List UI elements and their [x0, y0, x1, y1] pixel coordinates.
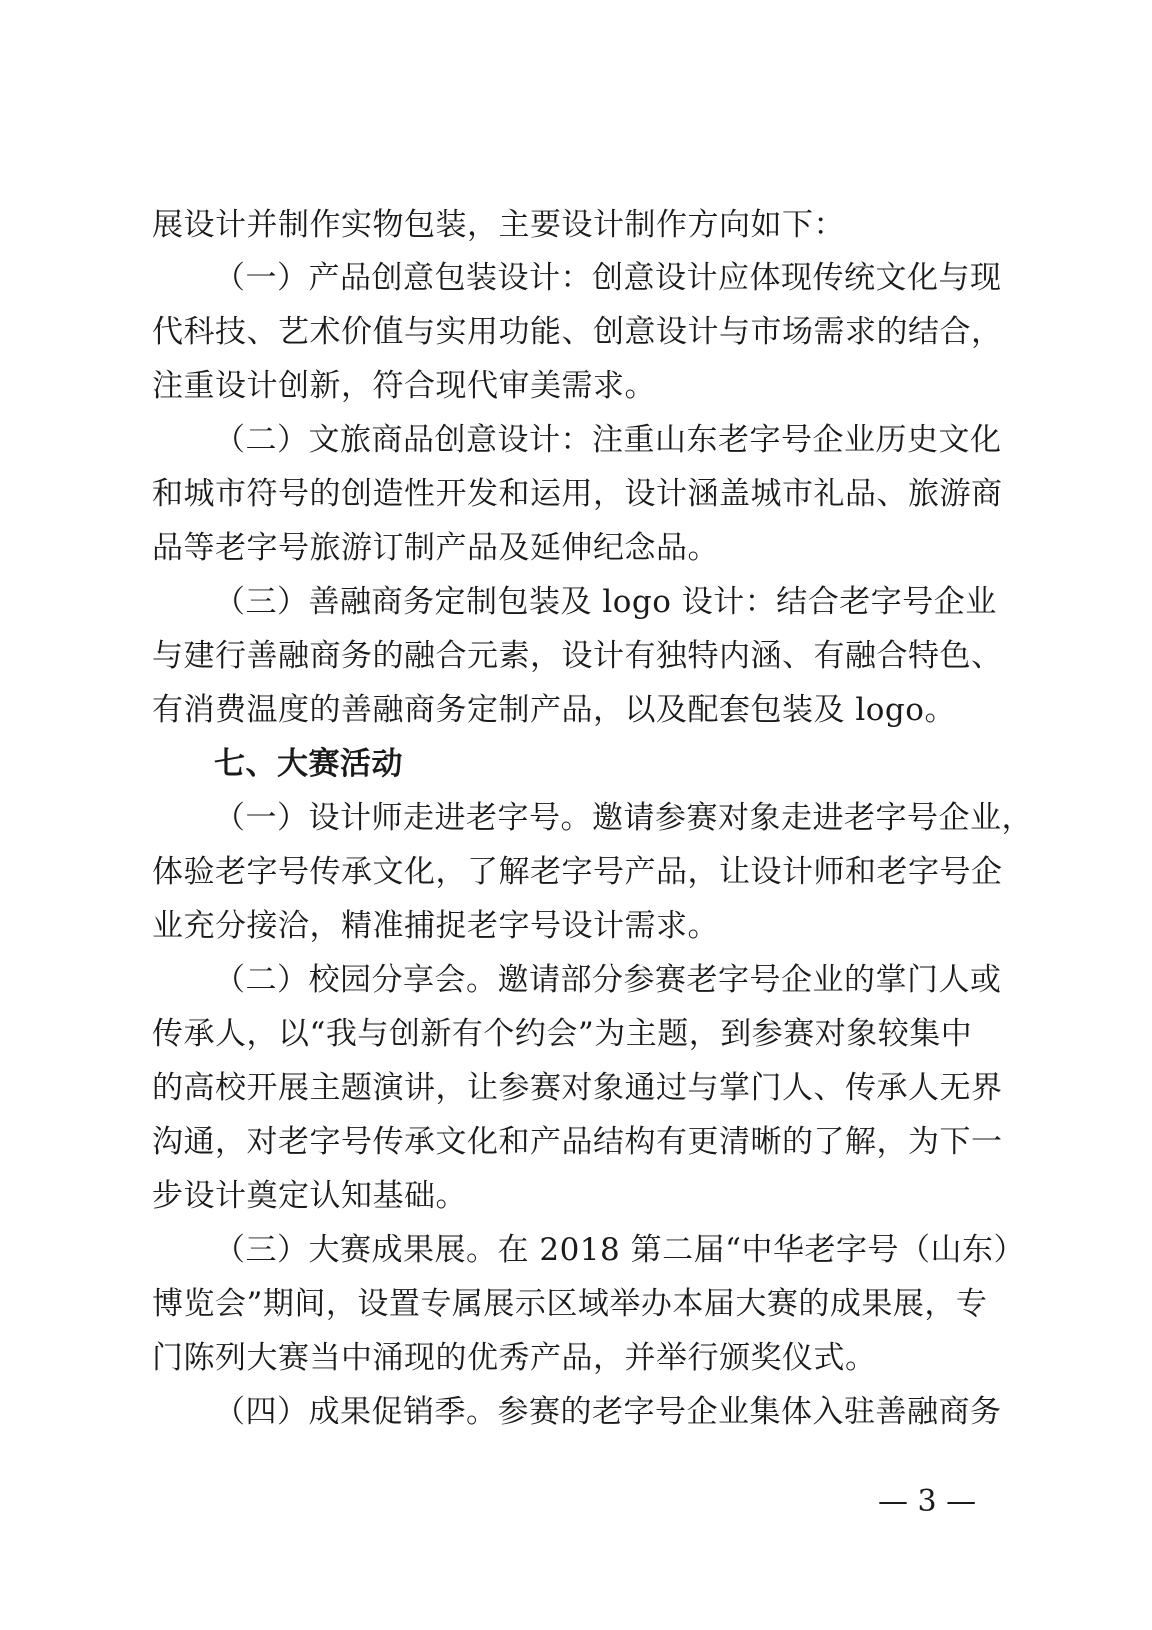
paragraph-line: 有消费温度的善融商务定制产品，以及配套包装及 logo。 — [152, 692, 956, 728]
paragraph-line: 品等老字号旅游订制产品及延伸纪念品。 — [152, 530, 719, 566]
paragraph-line: 代科技、艺术价值与实用功能、创意设计与市场需求的结合， — [152, 314, 1003, 350]
paragraph-line: 与建行善融商务的融合元素，设计有独特内涵、有融合特色、 — [152, 638, 1003, 674]
paragraph-line: 门陈列大赛当中涌现的优秀产品，并举行颁奖仪式。 — [152, 1340, 877, 1376]
paragraph-line: 注重设计创新，符合现代审美需求。 — [152, 368, 656, 404]
paragraph-line: （二）校园分享会。邀请部分参赛老字号企业的掌门人或 — [214, 962, 1002, 998]
paragraph-line: （四）成果促销季。参赛的老字号企业集体入驻善融商务 — [214, 1394, 1002, 1430]
paragraph-line: （三）善融商务定制包装及 logo 设计：结合老字号企业 — [214, 584, 997, 620]
page-number: — 3 — — [878, 1484, 977, 1519]
paragraph-line: （一）产品创意包装设计：创意设计应体现传统文化与现 — [214, 260, 1002, 296]
paragraph-line: 传承人，以“我与创新有个约会”为主题，到参赛对象较集中 — [152, 1016, 973, 1052]
paragraph-line: 和城市符号的创造性开发和运用，设计涵盖城市礼品、旅游商 — [152, 476, 1003, 512]
paragraph-line: 沟通，对老字号传承文化和产品结构有更清晰的了解，为下一 — [152, 1124, 1003, 1160]
section-heading: 七、大赛活动 — [214, 746, 403, 782]
paragraph-line: （二）文旅商品创意设计：注重山东老字号企业历史文化 — [214, 422, 1002, 458]
paragraph-line: 体验老字号传承文化，了解老字号产品，让设计师和老字号企 — [152, 854, 1003, 890]
paragraph-line: 博览会”期间，设置专属展示区域举办本届大赛的成果展，专 — [152, 1286, 988, 1322]
paragraph-line: （一）设计师走进老字号。邀请参赛对象走进老字号企业， — [214, 800, 1033, 836]
paragraph-line: 展设计并制作实物包装，主要设计制作方向如下： — [152, 207, 845, 243]
paragraph-line: 的高校开展主题演讲，让参赛对象通过与掌门人、传承人无界 — [152, 1070, 1003, 1106]
paragraph-line: （三）大赛成果展。在 2018 第二届“中华老字号（山东） — [214, 1232, 1025, 1268]
paragraph-line: 步设计奠定认知基础。 — [152, 1178, 467, 1214]
paragraph-line: 业充分接洽，精准捕捉老字号设计需求。 — [152, 908, 719, 944]
